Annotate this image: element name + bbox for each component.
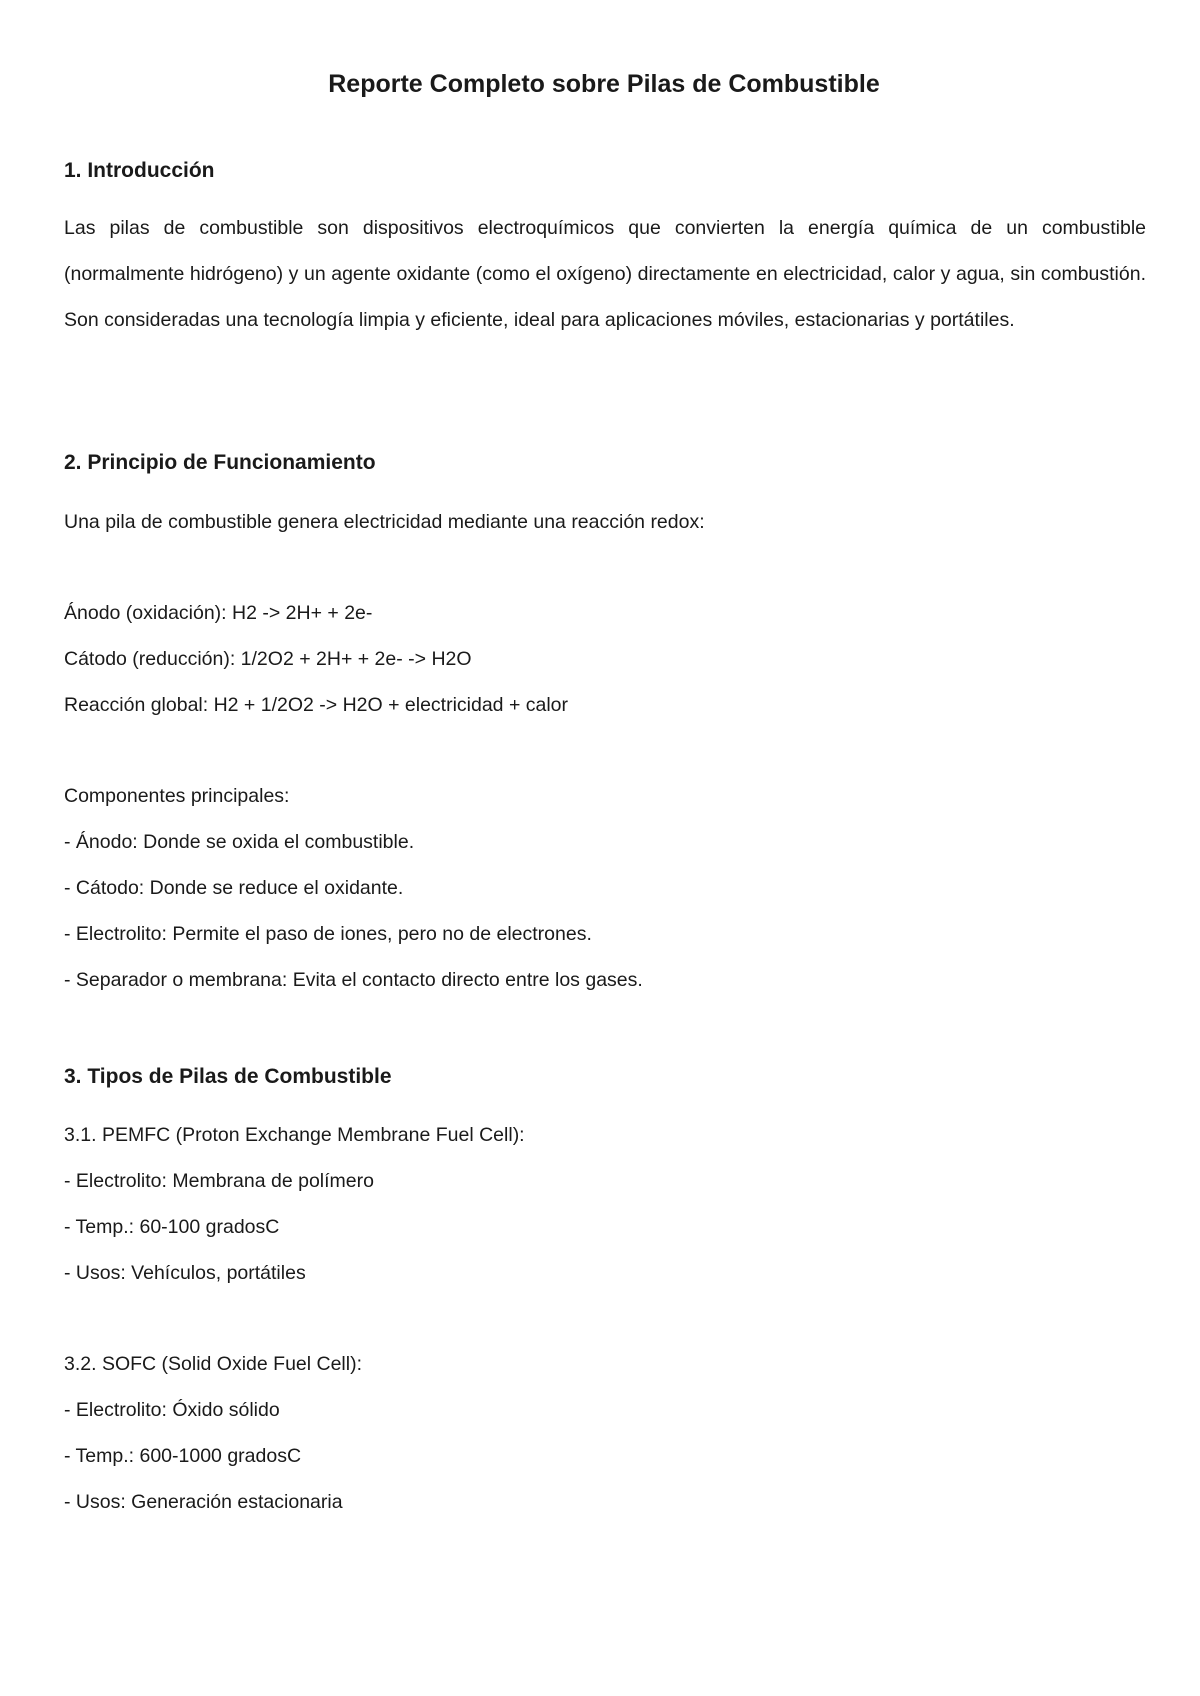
type-sofc-item: - Electrolito: Óxido sólido: [64, 1399, 280, 1421]
type-sofc-item: - Temp.: 600-1000 gradosC: [64, 1445, 302, 1467]
section-heading-principio: 2. Principio de Funcionamiento: [64, 451, 376, 474]
components-title: Componentes principales:: [64, 785, 290, 807]
section-heading-tipos: 3. Tipos de Pilas de Combustible: [64, 1065, 392, 1088]
component-item: - Electrolito: Permite el paso de iones, pero no de electrones.: [64, 923, 592, 945]
reaction-catodo: Cátodo (reducción): 1/2O2 + 2H+ + 2e- -> H2O: [64, 648, 472, 670]
type-sofc-item: - Usos: Generación estacionaria: [64, 1491, 343, 1513]
reaction-global: Reacción global: H2 + 1/2O2 -> H2O + electricidad + calor: [64, 694, 569, 716]
section-heading-introduccion: 1. Introducción: [64, 159, 215, 182]
component-item: - Separador o membrana: Evita el contacto directo entre los gases.: [64, 969, 643, 991]
type-pemfc-item: - Usos: Vehículos, portátiles: [64, 1262, 306, 1284]
type-pemfc-item: - Electrolito: Membrana de polímero: [64, 1170, 374, 1192]
type-sofc-title: 3.2. SOFC (Solid Oxide Fuel Cell):: [64, 1353, 363, 1375]
component-item: - Ánodo: Donde se oxida el combustible.: [64, 831, 415, 853]
document-title: Reporte Completo sobre Pilas de Combustible: [328, 70, 880, 98]
type-pemfc-item: - Temp.: 60-100 gradosC: [64, 1216, 280, 1238]
component-item: - Cátodo: Donde se reduce el oxidante.: [64, 877, 404, 899]
principle-intro: Una pila de combustible genera electricidad mediante una reacción redox:: [64, 511, 705, 533]
reaction-anodo: Ánodo (oxidación): H2 -> 2H+ + 2e-: [64, 602, 373, 624]
type-pemfc-title: 3.1. PEMFC (Proton Exchange Membrane Fuel Cell):: [64, 1124, 525, 1146]
intro-paragraph: Las pilas de combustible son dispositivos electroquímicos que convierten la energía química de un combustible (normalmente hidrógeno) y un agente oxidante (como el oxígeno) directamente en electricidad, calor y agua, sin combustión. Son consideradas una tecnología limpia y eficiente, ideal para aplicaciones móviles, estacionarias y portátiles.: [64, 217, 1146, 331]
